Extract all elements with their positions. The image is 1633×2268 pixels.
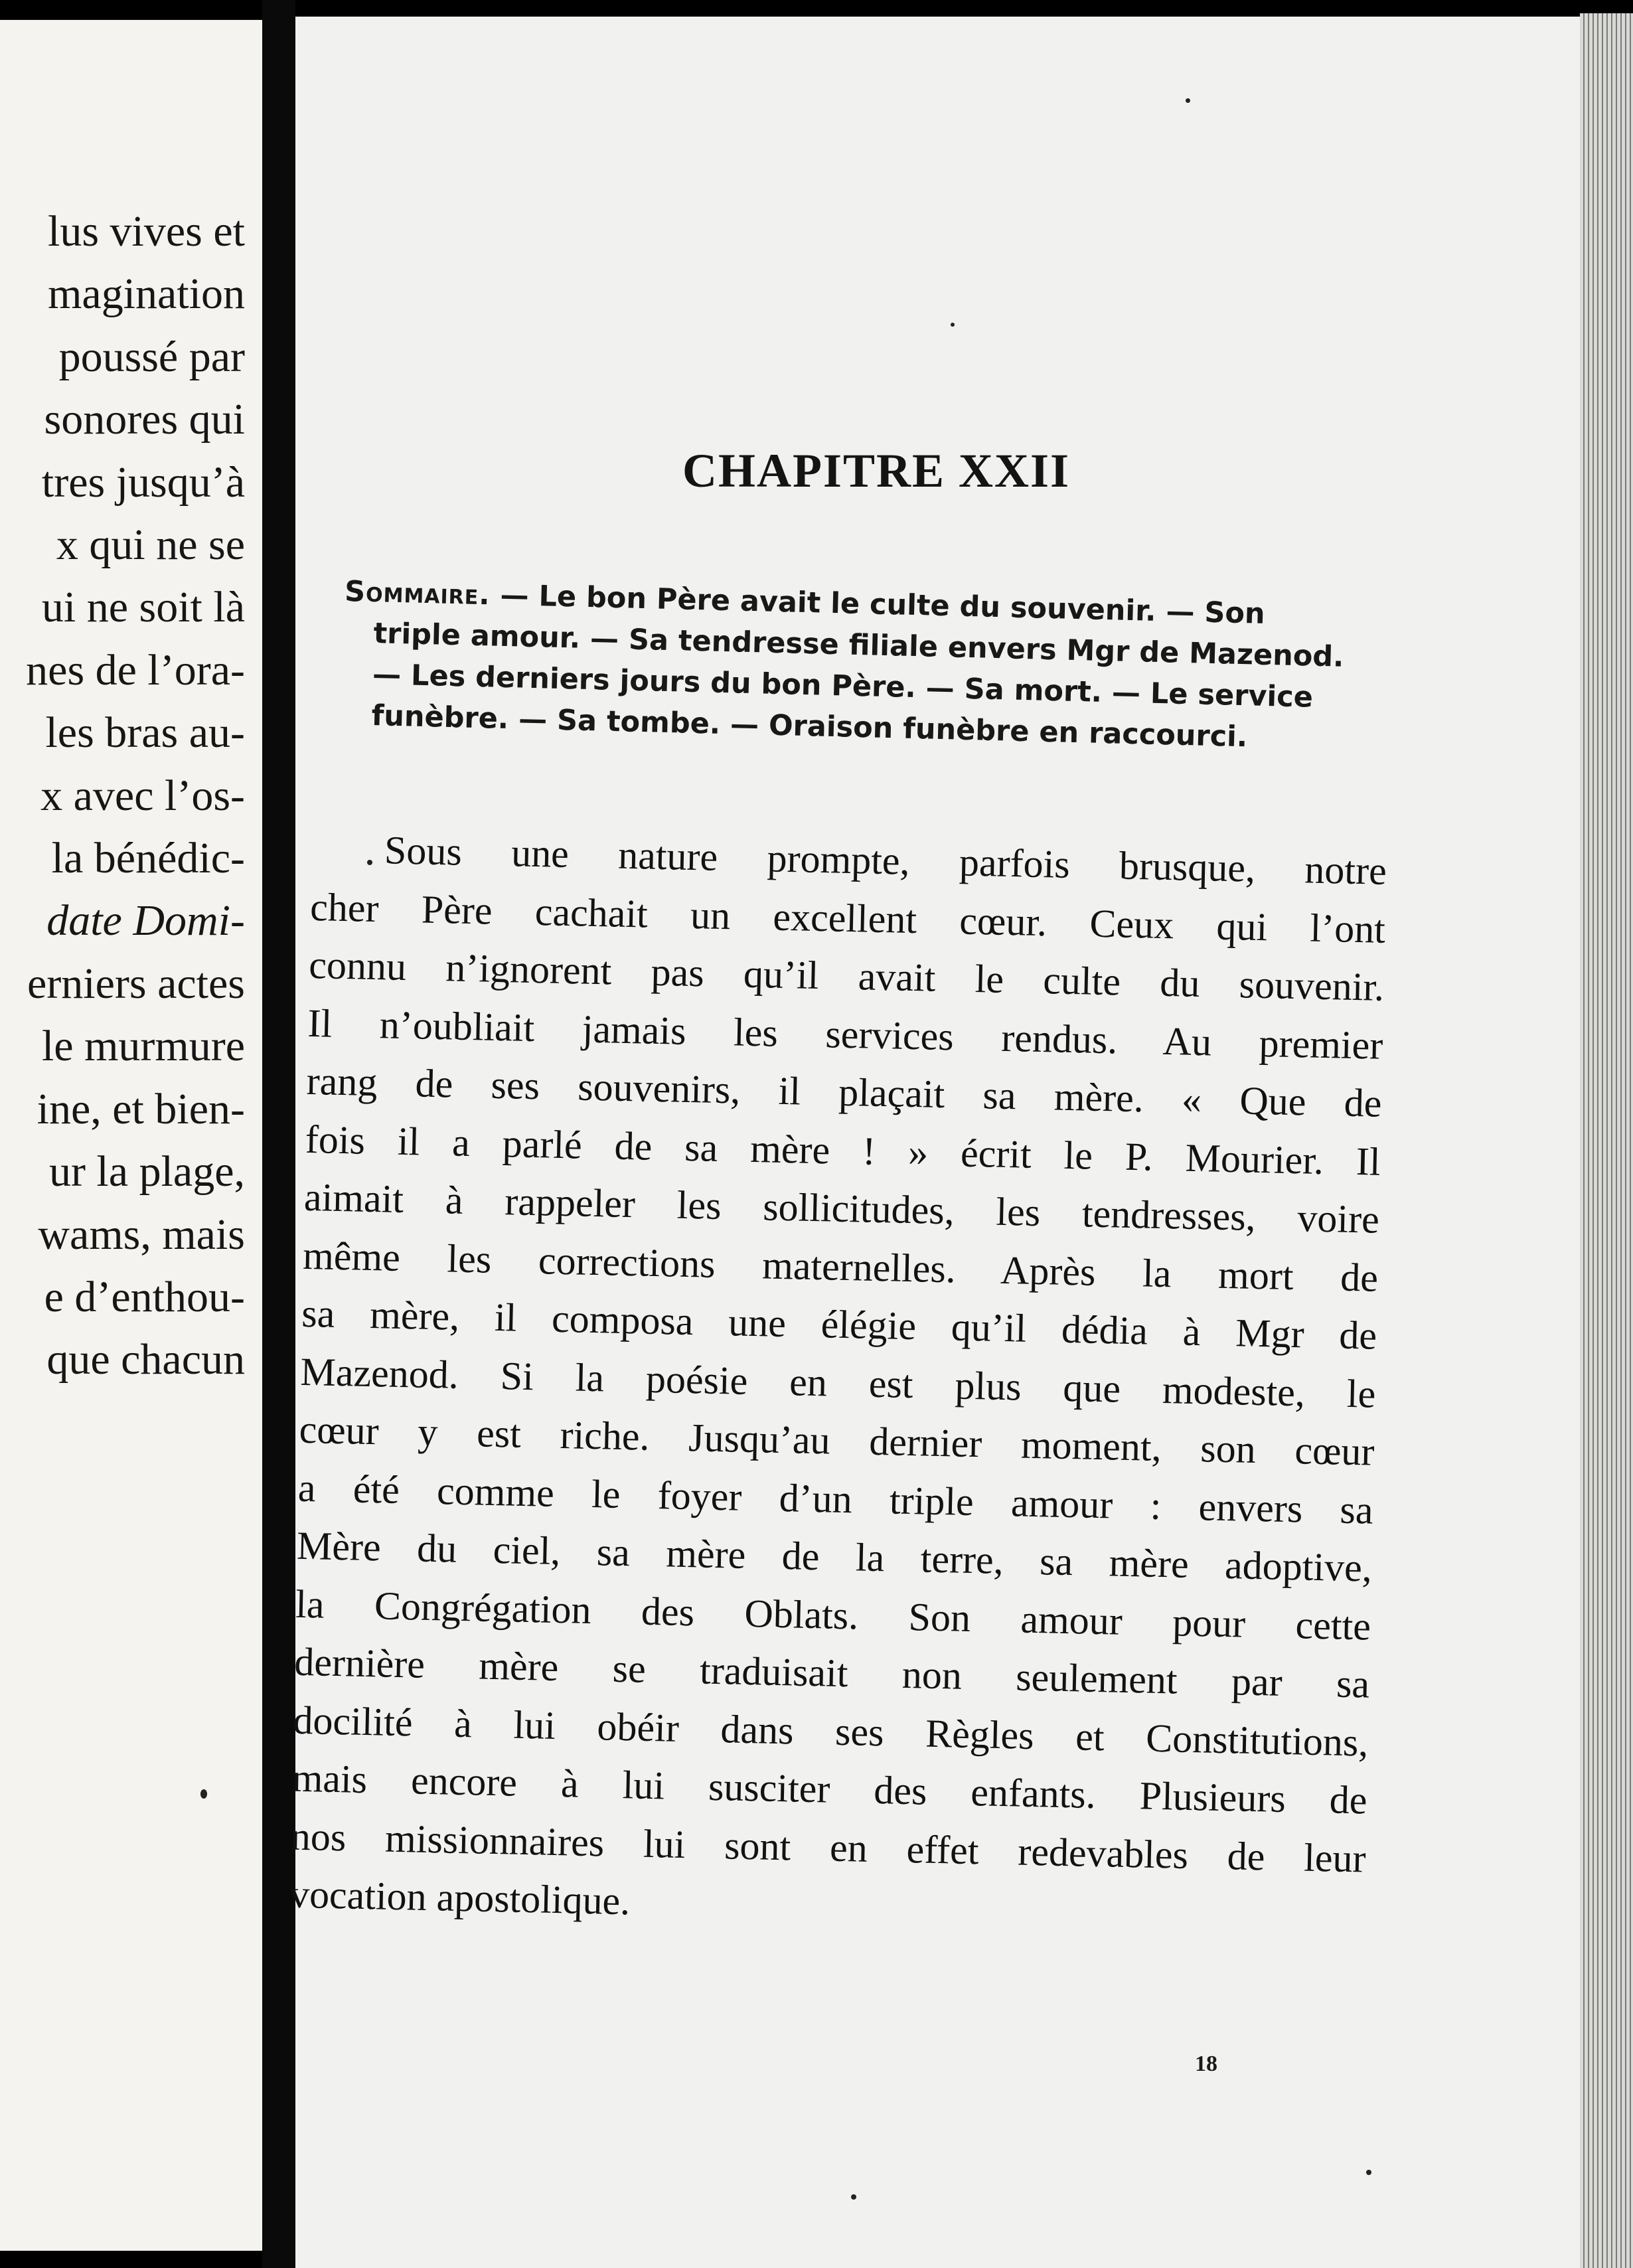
summary-line: — Les derniers jours du bon Père. — Sa mort. — Le service xyxy=(372,658,1314,714)
left-page-line: nes de l’ora- xyxy=(26,645,245,694)
left-page-line: date Domi- xyxy=(46,896,245,945)
left-page-line: magination xyxy=(48,270,245,319)
body-line: aimait à rappeler les sollicitudes, les tendresses, voire xyxy=(303,1174,1380,1242)
book-gutter xyxy=(262,0,295,2268)
body-line: sa mère, il composa une élégie qu’il dédia à Mgr de xyxy=(301,1291,1377,1358)
left-page-line: que chacun xyxy=(46,1335,245,1384)
left-page-line: la bénédic- xyxy=(51,834,245,883)
summary-line-text: — Le bon Père avait le culte du souvenir. — Son xyxy=(490,578,1266,631)
page-number: 18 xyxy=(1195,2052,1217,2076)
body-line: a été comme le foyer d’un triple amour : envers sa xyxy=(297,1465,1374,1532)
print-speck xyxy=(1186,98,1190,103)
summary-lead: Sommaire. xyxy=(344,574,491,612)
left-page-line: le murmure xyxy=(41,1022,245,1071)
body-line: nos missionnaires lui sont en effet redevables de leur xyxy=(290,1814,1367,1881)
left-page-line: lus vives et xyxy=(48,207,245,256)
body-line: cher Père cachait un excellent cœur. Ceux qui l’ont xyxy=(309,884,1386,951)
body-line: cœur y est riche. Jusqu’au dernier moment, son cœur xyxy=(299,1407,1375,1474)
page-edges xyxy=(1580,13,1633,2268)
summary-line: funèbre. — Sa tombe. — Oraison funèbre en raccourci. xyxy=(371,699,1248,754)
summary-line: triple amour. — Sa tendresse filiale envers Mgr de Mazenod. xyxy=(373,617,1345,674)
left-page xyxy=(0,20,262,2251)
body-line: Sous une nature prompte, parfois brusque, notre xyxy=(384,828,1387,893)
left-page-line: tres jusqu’à xyxy=(41,457,245,507)
body-line: même les corrections maternelles. Après la mort de xyxy=(302,1233,1379,1300)
chapter-title: CHAPITRE XXII xyxy=(682,444,1071,497)
print-speck xyxy=(1366,2170,1371,2175)
body-line: rang de ses souvenirs, il plaçait sa mère. « Que de xyxy=(306,1058,1383,1125)
print-speck xyxy=(367,860,372,865)
left-page-line: wams, mais xyxy=(38,1210,245,1259)
body-paragraph xyxy=(289,820,1387,1946)
left-page-line: ui ne soit là xyxy=(41,583,245,632)
body-line: fois il a parlé de sa mère ! » écrit le P. Mourier. Il xyxy=(305,1117,1381,1184)
body-line: dernière mère se traduisait non seulement par sa xyxy=(293,1639,1370,1706)
print-speck xyxy=(851,2194,856,2200)
body-line: Il n’oubliait jamais les services rendus. Au premier xyxy=(307,1001,1383,1068)
body-line: Mère du ciel, sa mère de la terre, sa mère adoptive, xyxy=(296,1523,1373,1590)
left-page-line: e d’enthou- xyxy=(44,1272,245,1321)
left-page-line: ur la plage, xyxy=(48,1147,245,1196)
left-page-line: x qui ne se xyxy=(56,521,245,570)
body-line: la Congrégation des Oblats. Son amour pour cette xyxy=(295,1581,1371,1649)
body-line: connu n’ignorent pas qu’il avait le culte du souvenir. xyxy=(308,942,1385,1009)
left-page-line: x avec l’os- xyxy=(40,771,245,820)
left-page-line: sonores qui xyxy=(44,395,245,444)
left-page-line: les bras au- xyxy=(45,708,245,758)
body-line: mais encore à lui susciter des enfants. Plusieurs de xyxy=(291,1755,1368,1822)
body-line: Mazenod. Si la poésie en est plus que modeste, le xyxy=(299,1349,1376,1416)
print-speck xyxy=(200,1789,207,1799)
left-page-line: erniers actes xyxy=(27,959,245,1008)
left-page-line: poussé par xyxy=(58,332,245,381)
print-speck xyxy=(951,323,955,327)
body-line: vocation apostolique. xyxy=(289,1872,631,1923)
left-page-line: ine, et bien- xyxy=(37,1084,245,1133)
chapter-summary xyxy=(341,571,1401,762)
body-line: docilité à lui obéir dans ses Règles et Constitutions, xyxy=(292,1698,1369,1765)
left-page-text xyxy=(26,201,245,1392)
